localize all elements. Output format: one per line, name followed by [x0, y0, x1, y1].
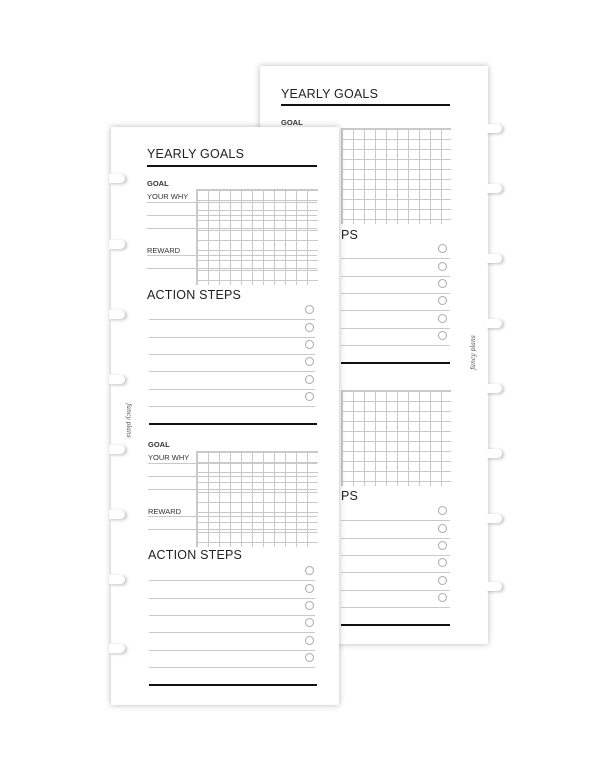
step-line [341, 538, 450, 539]
step-line [149, 615, 315, 616]
step-line [149, 337, 315, 338]
action-steps-heading-partial: PS [341, 489, 359, 503]
step-line [341, 258, 450, 259]
checkbox-circle[interactable] [305, 340, 314, 349]
section-divider [341, 362, 450, 364]
disc-tab [109, 575, 125, 584]
your-why-label: YOUR WHY [147, 192, 189, 201]
step-line [341, 345, 450, 346]
disc-tab [109, 445, 125, 454]
checkbox-circle[interactable] [438, 331, 447, 340]
checkbox-circle[interactable] [305, 584, 314, 593]
section-divider [149, 423, 317, 425]
step-line [149, 598, 315, 599]
checkbox-circle[interactable] [438, 314, 447, 323]
checkbox-circle[interactable] [305, 653, 314, 662]
checkbox-circle[interactable] [438, 244, 447, 253]
checkbox-circle[interactable] [305, 305, 314, 314]
disc-tab [486, 449, 502, 458]
disc-tab [486, 582, 502, 591]
notes-grid [341, 390, 451, 486]
notes-grid [196, 451, 318, 547]
disc-tab [486, 384, 502, 393]
action-steps-heading: ACTION STEPS [147, 288, 242, 302]
disc-tab [109, 310, 125, 319]
goal-label: GOAL [147, 179, 169, 188]
front-planner-page [111, 127, 339, 705]
title-underline [281, 104, 450, 106]
step-line [341, 590, 450, 591]
page-title: YEARLY GOALS [281, 87, 379, 101]
reward-label: REWARD [148, 507, 182, 516]
disc-tab [109, 174, 125, 183]
checkbox-circle[interactable] [305, 618, 314, 627]
page-title: YEARLY GOALS [147, 147, 245, 161]
goal-label: GOAL [148, 440, 170, 449]
step-line [149, 667, 315, 668]
checkbox-circle[interactable] [438, 541, 447, 550]
brand-logo: fancy plans [124, 403, 132, 438]
step-line [149, 389, 315, 390]
checkbox-circle[interactable] [305, 375, 314, 384]
notes-grid [196, 189, 318, 285]
checkbox-circle[interactable] [438, 524, 447, 533]
section-divider [341, 624, 450, 626]
step-line [341, 555, 450, 556]
step-line [149, 319, 315, 320]
checkbox-circle[interactable] [305, 392, 314, 401]
action-steps-heading-partial: PS [341, 228, 359, 242]
checkbox-circle[interactable] [438, 558, 447, 567]
checkbox-circle[interactable] [438, 506, 447, 515]
step-line [149, 371, 315, 372]
disc-tab [486, 124, 502, 133]
disc-tab [486, 184, 502, 193]
checkbox-circle[interactable] [305, 357, 314, 366]
checkbox-circle[interactable] [305, 566, 314, 575]
disc-tab [486, 319, 502, 328]
checkbox-circle[interactable] [438, 576, 447, 585]
section-divider [149, 684, 317, 686]
step-line [149, 580, 315, 581]
disc-tab [109, 375, 125, 384]
disc-tab [486, 514, 502, 523]
checkbox-circle[interactable] [438, 296, 447, 305]
step-line [341, 310, 450, 311]
checkbox-circle[interactable] [305, 323, 314, 332]
disc-tab [109, 510, 125, 519]
goal-label: GOAL [281, 118, 303, 127]
checkbox-circle[interactable] [305, 636, 314, 645]
notes-grid [341, 128, 451, 224]
disc-tab [109, 240, 125, 249]
brand-logo: fancy plans [469, 335, 477, 370]
action-steps-heading: ACTION STEPS [148, 548, 243, 562]
reward-label: REWARD [147, 246, 181, 255]
step-line [341, 572, 450, 573]
step-line [149, 406, 315, 407]
step-line [149, 632, 315, 633]
step-line [341, 520, 450, 521]
disc-tab [109, 644, 125, 653]
title-underline [147, 165, 317, 167]
your-why-label: YOUR WHY [148, 453, 190, 462]
step-line [341, 328, 450, 329]
step-line [341, 276, 450, 277]
checkbox-circle[interactable] [438, 279, 447, 288]
checkbox-circle[interactable] [438, 593, 447, 602]
step-line [149, 354, 315, 355]
checkbox-circle[interactable] [438, 262, 447, 271]
step-line [341, 607, 450, 608]
disc-tab [486, 254, 502, 263]
step-line [149, 650, 315, 651]
checkbox-circle[interactable] [305, 601, 314, 610]
step-line [341, 293, 450, 294]
